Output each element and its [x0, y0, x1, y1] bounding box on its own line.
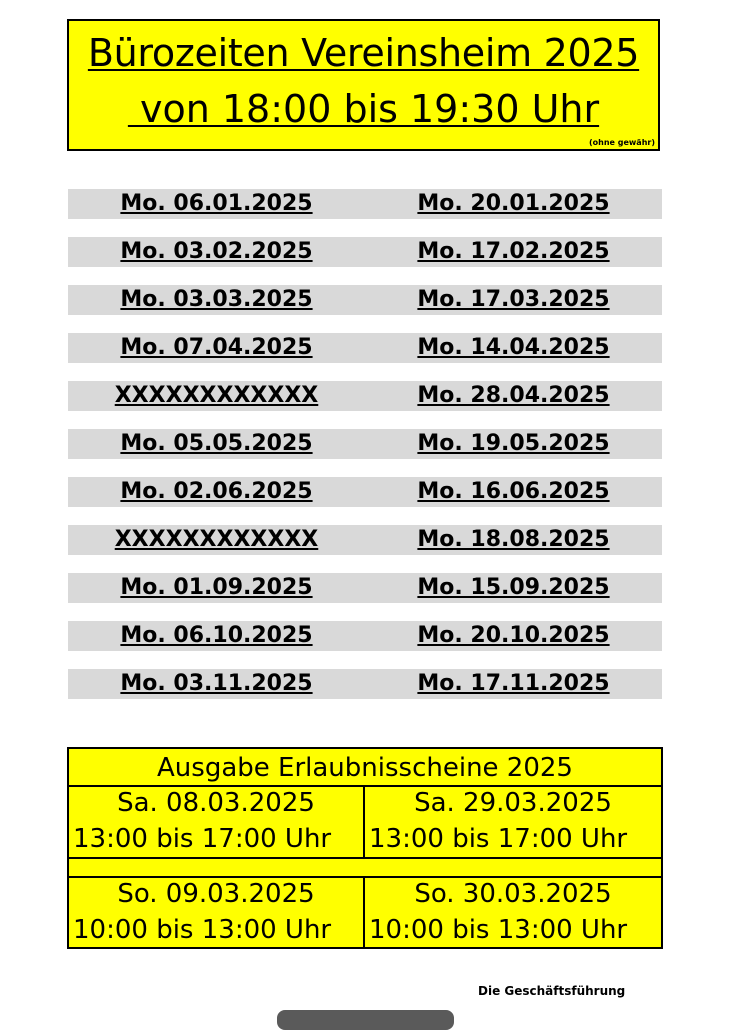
date-cell-left: XXXXXXXXXXXX [114, 527, 319, 552]
header-box [67, 19, 660, 151]
date-row [68, 669, 662, 699]
permit-slot [69, 787, 365, 859]
signature: Die Geschäftsführung [478, 984, 626, 998]
date-cell-left: Mo. 01.09.2025 [120, 575, 313, 600]
permit-slot [69, 878, 365, 949]
permit-schedule-box [67, 747, 663, 949]
permit-slot-date: Sa. 08.03.2025 [117, 788, 315, 818]
permit-slot [365, 787, 661, 859]
date-cell-left: Mo. 03.02.2025 [120, 239, 313, 264]
date-cell-right: Mo. 18.08.2025 [417, 527, 610, 552]
permit-slot-time: 13:00 bis 17:00 Uhr [73, 824, 332, 854]
date-row [68, 477, 662, 507]
date-cell-left: Mo. 05.05.2025 [120, 431, 313, 456]
date-cell-left: XXXXXXXXXXXX [114, 383, 319, 408]
date-cell-right: Mo. 28.04.2025 [417, 383, 610, 408]
date-row [68, 189, 662, 219]
date-cell-left: Mo. 07.04.2025 [120, 335, 313, 360]
date-cell-left: Mo. 06.01.2025 [120, 191, 313, 216]
office-hours-subtitle: von 18:00 bis 19:30 Uhr [127, 87, 600, 131]
date-cell-left: Mo. 02.06.2025 [120, 479, 313, 504]
date-cell-right: Mo. 17.11.2025 [417, 671, 610, 696]
permit-slot-time: 10:00 bis 13:00 Uhr [73, 915, 332, 945]
date-row [68, 621, 662, 651]
date-cell-right: Mo. 16.06.2025 [417, 479, 610, 504]
permit-slot-date: So. 30.03.2025 [414, 879, 612, 909]
permit-title: Ausgabe Erlaubnisscheine 2025 [69, 749, 661, 787]
date-row [68, 381, 662, 411]
date-row [68, 573, 662, 603]
date-row [68, 333, 662, 363]
date-row [68, 237, 662, 267]
page-title: Bürozeiten Vereinsheim 2025 [87, 31, 640, 75]
date-cell-right: Mo. 15.09.2025 [417, 575, 610, 600]
date-cell-right: Mo. 14.04.2025 [417, 335, 610, 360]
date-cell-right: Mo. 17.02.2025 [417, 239, 610, 264]
date-row [68, 525, 662, 555]
date-cell-left: Mo. 06.10.2025 [120, 623, 313, 648]
permit-slot-time: 13:00 bis 17:00 Uhr [369, 824, 628, 854]
permit-slot-time: 10:00 bis 13:00 Uhr [369, 915, 628, 945]
permit-slot [365, 878, 661, 949]
permit-slot-date: Sa. 29.03.2025 [414, 788, 612, 818]
disclaimer-note: (ohne gewähr) [589, 138, 655, 147]
permit-slot-date: So. 09.03.2025 [117, 879, 315, 909]
date-row [68, 285, 662, 315]
date-cell-right: Mo. 19.05.2025 [417, 431, 610, 456]
date-cell-left: Mo. 03.03.2025 [120, 287, 313, 312]
date-cell-right: Mo. 20.10.2025 [417, 623, 610, 648]
date-cell-right: Mo. 17.03.2025 [417, 287, 610, 312]
home-indicator-bar[interactable] [277, 1010, 454, 1030]
date-cell-right: Mo. 20.01.2025 [417, 191, 610, 216]
permit-divider-row [69, 859, 661, 878]
date-row [68, 429, 662, 459]
date-cell-left: Mo. 03.11.2025 [120, 671, 313, 696]
